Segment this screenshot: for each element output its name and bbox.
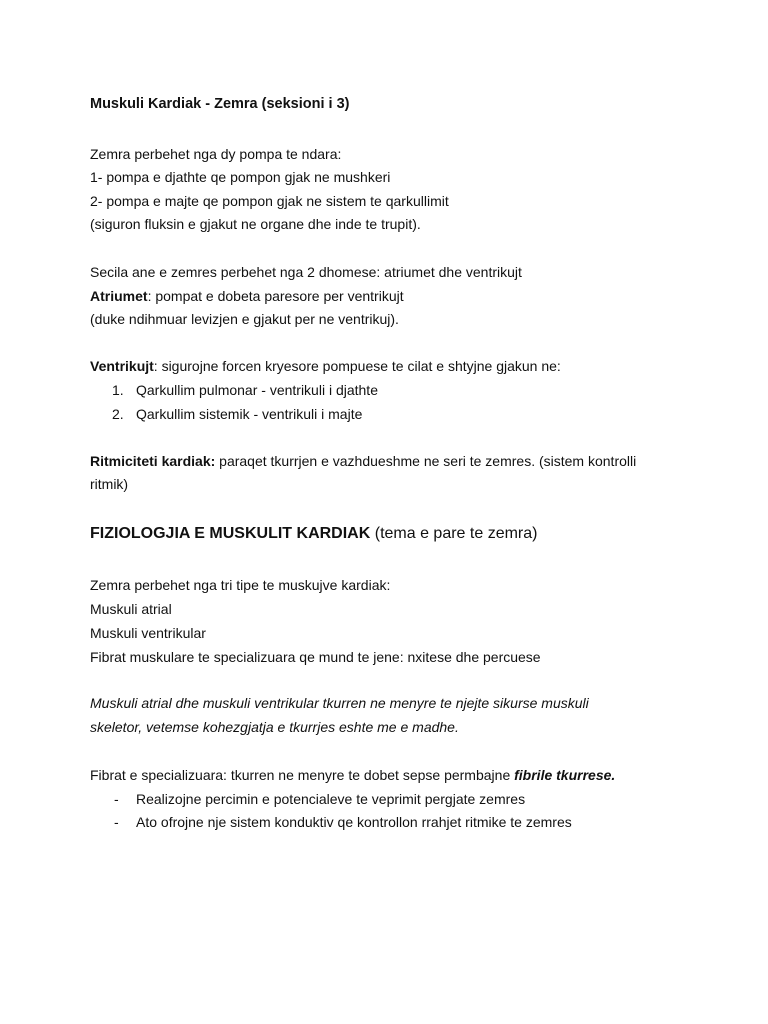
- list-item-1: Qarkullim pulmonar - ventrikuli i djathte: [136, 382, 378, 398]
- list-number-1: 1.: [112, 382, 124, 398]
- types-line-3: Muskuli ventrikular: [90, 625, 206, 641]
- atriumet-note: (duke ndihmuar levizjen e gjakut per ne ventrikuj).: [90, 311, 399, 327]
- intro-line-1: Zemra perbehet nga dy pompa te ndara:: [90, 146, 342, 162]
- intro-line-2: 1- pompa e djathte qe pompon gjak ne mushkeri: [90, 169, 391, 185]
- atriumet-text: : pompat e dobeta paresore per ventrikujt: [147, 288, 404, 304]
- fibrat-emph: fibrile tkurrese.: [514, 767, 616, 783]
- ventrikujt-text: : sigurojne forcen kryesore pompuese te cilat e shtyjne gjakun ne:: [153, 358, 561, 374]
- ventrikujt-line: [90, 357, 561, 375]
- atriumet-label: Atriumet: [90, 288, 148, 304]
- fibrat-text: Fibrat e specializuara: tkurren ne menyre te dobet sepse permbajne: [90, 767, 515, 783]
- types-line-2: Muskuli atrial: [90, 601, 172, 617]
- ritmiciteti-line: [90, 452, 636, 470]
- chambers-line: Secila ane e zemres perbehet nga 2 dhomese: atriumet dhe ventrikujt: [90, 264, 522, 280]
- italic-para-line-2: skeletor, vetemse kohezgjatja e tkurrjes eshte me e madhe.: [90, 719, 459, 735]
- list-item-2: Qarkullim sistemik - ventrikuli i majte: [136, 406, 363, 422]
- fibrat-line: [90, 766, 615, 784]
- bullet-dash-2: -: [114, 814, 119, 830]
- ventrikujt-label: Ventrikujt: [90, 358, 154, 374]
- bullet-dash-1: -: [114, 791, 119, 807]
- types-line-1: Zemra perbehet nga tri tipe te muskujve kardiak:: [90, 577, 391, 593]
- list-number-2: 2.: [112, 406, 124, 422]
- italic-para-line-1: Muskuli atrial dhe muskuli ventrikular tkurren ne menyre te njejte sikurse muskuli: [90, 695, 589, 711]
- section-heading-normal: (tema e pare te zemra): [370, 525, 538, 542]
- section-heading: [90, 524, 537, 544]
- atriumet-line: [90, 287, 404, 305]
- bullet-item-1: Realizojne percimin e potencialeve te veprimit pergjate zemres: [136, 791, 526, 807]
- intro-line-3: 2- pompa e majte qe pompon gjak ne sistem te qarkullimit: [90, 193, 449, 209]
- ritmiciteti-text-2: ritmik): [90, 476, 129, 492]
- intro-line-4: (siguron fluksin e gjakut ne organe dhe inde te trupit).: [90, 216, 421, 232]
- document-title: Muskuli Kardiak - Zemra (seksioni i 3): [90, 96, 350, 112]
- ritmiciteti-label: Ritmiciteti kardiak:: [90, 453, 216, 469]
- section-heading-bold: FIZIOLOGJIA E MUSKULIT KARDIAK: [90, 525, 371, 542]
- ritmiciteti-text: paraqet tkurrjen e vazhdueshme ne seri te zemres. (sistem kontrolli: [215, 453, 637, 469]
- types-line-4: Fibrat muskulare te specializuara qe mund te jene: nxitese dhe percuese: [90, 649, 541, 665]
- bullet-item-2: Ato ofrojne nje sistem konduktiv qe kontrollon rrahjet ritmike te zemres: [136, 814, 572, 830]
